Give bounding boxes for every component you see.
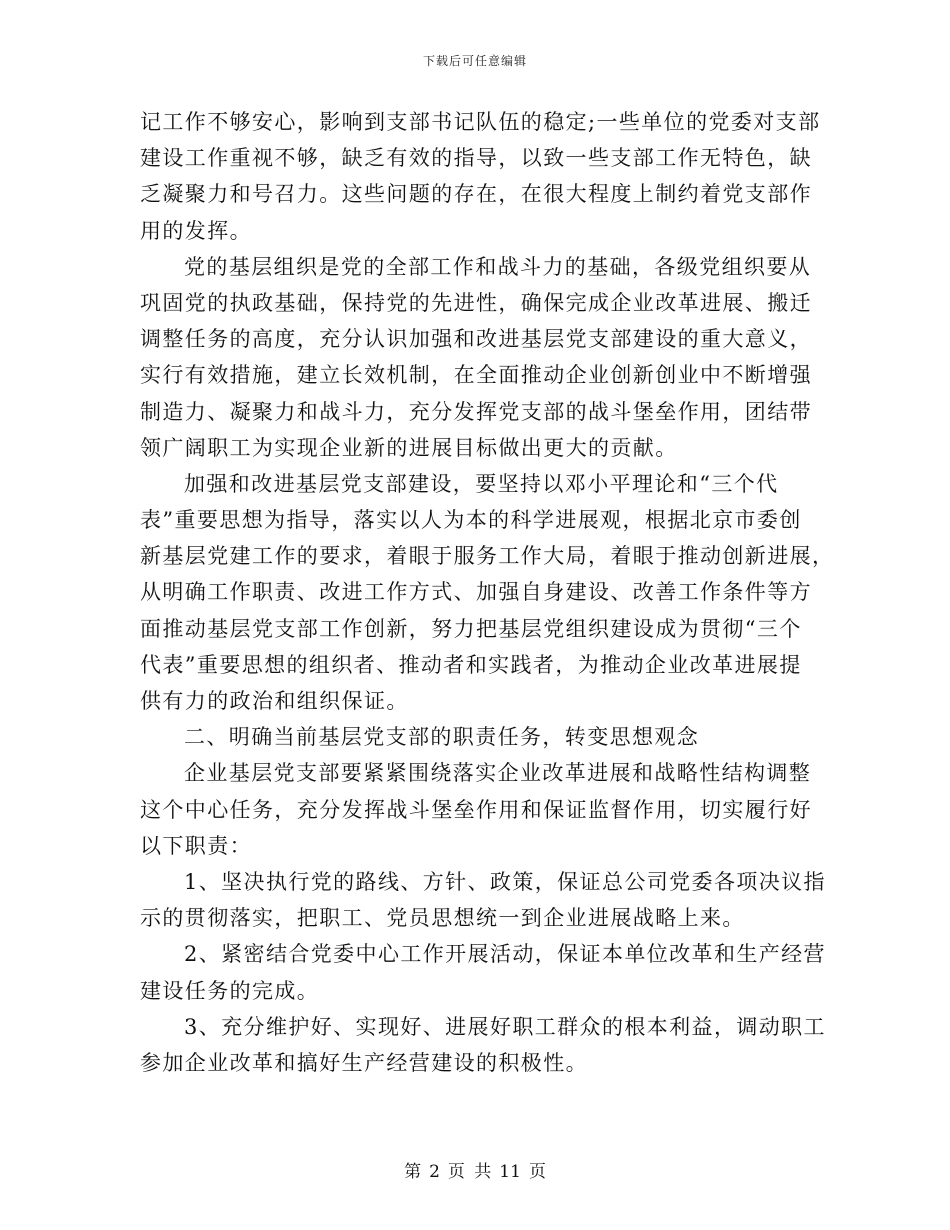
body-line: 调整任务的高度，充分认识加强和改进基层党支部建设的重大意义， [140, 327, 812, 352]
body-line: 用的发挥。 [140, 218, 252, 243]
list-item-line: 建设任务的完成。 [140, 978, 320, 1003]
header-note: 下载后可任意编辑 [422, 54, 527, 68]
body-line: 以下职责： [140, 833, 252, 858]
body-line: 新基层党建工作的要求，着眼于服务工作大局，着眼于推动创新进展， [140, 544, 835, 569]
body-line: 表”重要思想为指导，落实以人为本的科学进展观，根据北京市委创 [140, 508, 802, 533]
body-line: 建设工作重视不够，缺乏有效的指导，以致一些支部工作无特色，缺 [140, 146, 812, 171]
list-item-line: 2、紧密结合党委中心工作开展活动，保证本单位改革和生产经营 [184, 942, 826, 967]
body-line: 巩固党的执政基础，保持党的先进性，确保完成企业改革进展、搬迁 [140, 290, 812, 315]
body-line: 企业基层党支部要紧紧围绕落实企业改革进展和战略性结构调整 [184, 761, 812, 786]
current-page-number: 2 [429, 1162, 440, 1182]
body-line: 这个中心任务，充分发挥战斗堡垒作用和保证监督作用，切实履行好 [140, 797, 812, 822]
body-line: 党的基层组织是党的全部工作和战斗力的基础，各级党组织要从 [184, 254, 812, 279]
footer-prefix: 第 [404, 1162, 422, 1182]
body-line: 加强和改进基层党支部建设，要坚持以邓小平理论和“三个代 [184, 471, 779, 496]
total-pages-number: 11 [499, 1162, 521, 1182]
body-line: 供有力的政治和组织保证。 [140, 689, 409, 713]
list-item-line: 示的贯彻落实，把职工、党员思想统一到企业进展战略上来。 [140, 906, 745, 931]
body-line: 制造力、凝聚力和战斗力，充分发挥党支部的战斗堡垒作用，团结带 [140, 399, 812, 424]
footer-suffix: 页 [528, 1162, 546, 1182]
body-line: 面推动基层党支部工作创新，努力把基层党组织建设成为贯彻“三个 [140, 616, 802, 641]
body-line: 乏凝聚力和号召力。这些问题的存在，在很大程度上制约着党支部作 [140, 182, 812, 207]
list-item-line: 1、坚决执行党的路线、方针、政策，保证总公司党委各项决议指 [184, 869, 826, 894]
document-body [140, 104, 835, 1081]
body-line: 领广阔职工为实现企业新的进展目标做出更大的贡献。 [140, 435, 678, 460]
footer-middle: 页 共 [447, 1162, 492, 1182]
section-heading: 二、明确当前基层党支部的职责任务，转变思想观念 [184, 725, 700, 750]
body-line: 代表”重要思想的组织者、推动者和实践者，为推动企业改革进展提 [140, 652, 802, 677]
list-item-line: 3、充分维护好、实现好、进展好职工群众的根本利益，调动职工 [184, 1014, 826, 1039]
body-line: 实行有效措施，建立长效机制，在全面推动企业创新创业中不断增强 [140, 363, 812, 388]
body-line: 从明确工作职责、改进工作方式、加强自身建设、改善工作条件等方 [140, 580, 812, 605]
body-line: 记工作不够安心，影响到支部书记队伍的稳定;一些单位的党委对支部 [140, 110, 821, 134]
page-footer [0, 1157, 950, 1182]
list-item-line: 参加企业改革和搞好生产经营建设的积极性。 [140, 1050, 588, 1075]
